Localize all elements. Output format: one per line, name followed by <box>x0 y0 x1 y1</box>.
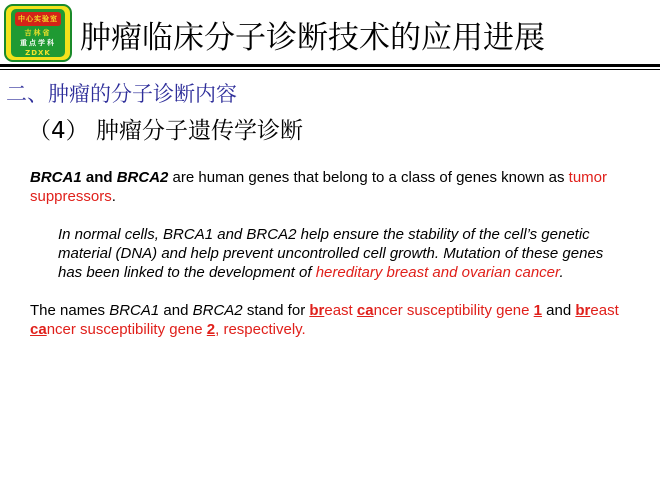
title-divider-thick <box>0 64 660 67</box>
period: . <box>559 264 564 281</box>
conjunction: and <box>159 302 193 319</box>
gene-name-brca1: BRCA1 <box>30 169 82 186</box>
logo-emblem <box>4 4 72 62</box>
expansion-text: ncer susceptibility gene <box>46 321 207 338</box>
subsection-heading: （4） 肿瘤分子遗传学诊断 <box>28 118 303 144</box>
section-heading: 二、肿瘤的分子诊断内容 <box>6 82 237 106</box>
logo-text-line3: 重点学科 <box>20 39 56 47</box>
gene-name-brca2: BRCA2 <box>192 302 243 319</box>
intro-text: are human genes that belong to a class of genes known as <box>168 169 569 186</box>
expansion-text: ncer susceptibility gene <box>373 302 534 319</box>
title-divider-thin <box>0 69 660 70</box>
paragraph-names <box>30 301 622 339</box>
expansion-text: east <box>324 302 357 319</box>
acronym-number-1: 1 <box>533 302 543 319</box>
conjunction: and <box>542 302 576 319</box>
slide-body <box>30 168 622 358</box>
highlight-tumor-suppressors: tumor suppressors <box>30 169 607 205</box>
function-text: In normal cells, BRCA1 and BRCA2 help ensure the stability of the cell’s genetic material (DNA) and help prevent uncontrolled cell growth. Mutation of these genes has been linked to the development of <box>58 226 604 281</box>
logo-text-line1: 中心实验室 <box>15 12 61 26</box>
paragraph-function <box>30 225 622 282</box>
acronym-number-2: 2 <box>206 321 216 338</box>
gene-name-brca1: BRCA1 <box>109 302 160 319</box>
paragraph-intro <box>30 168 622 206</box>
acronym-letters-ca: ca <box>356 302 374 319</box>
period: . <box>111 188 116 205</box>
logo-abbreviation: ZDXK <box>25 49 51 57</box>
logo-text-line2: 吉林省 <box>24 29 52 37</box>
names-text-mid: stand for <box>242 302 310 319</box>
acronym-letters-br: br <box>575 302 591 319</box>
expansion-text: east <box>590 302 619 319</box>
logo-inner <box>11 9 65 57</box>
names-text-end: , respectively. <box>215 321 306 338</box>
highlight-hereditary-cancer: hereditary breast and ovarian cancer <box>315 264 560 281</box>
conjunction: and <box>81 169 117 186</box>
acronym-letters-ca: ca <box>30 321 47 338</box>
names-text-start: The names <box>30 302 110 319</box>
acronym-letters-br: br <box>309 302 325 319</box>
slide-title: 肿瘤临床分子诊断技术的应用进展 <box>80 20 545 56</box>
gene-name-brca2: BRCA2 <box>116 169 169 186</box>
